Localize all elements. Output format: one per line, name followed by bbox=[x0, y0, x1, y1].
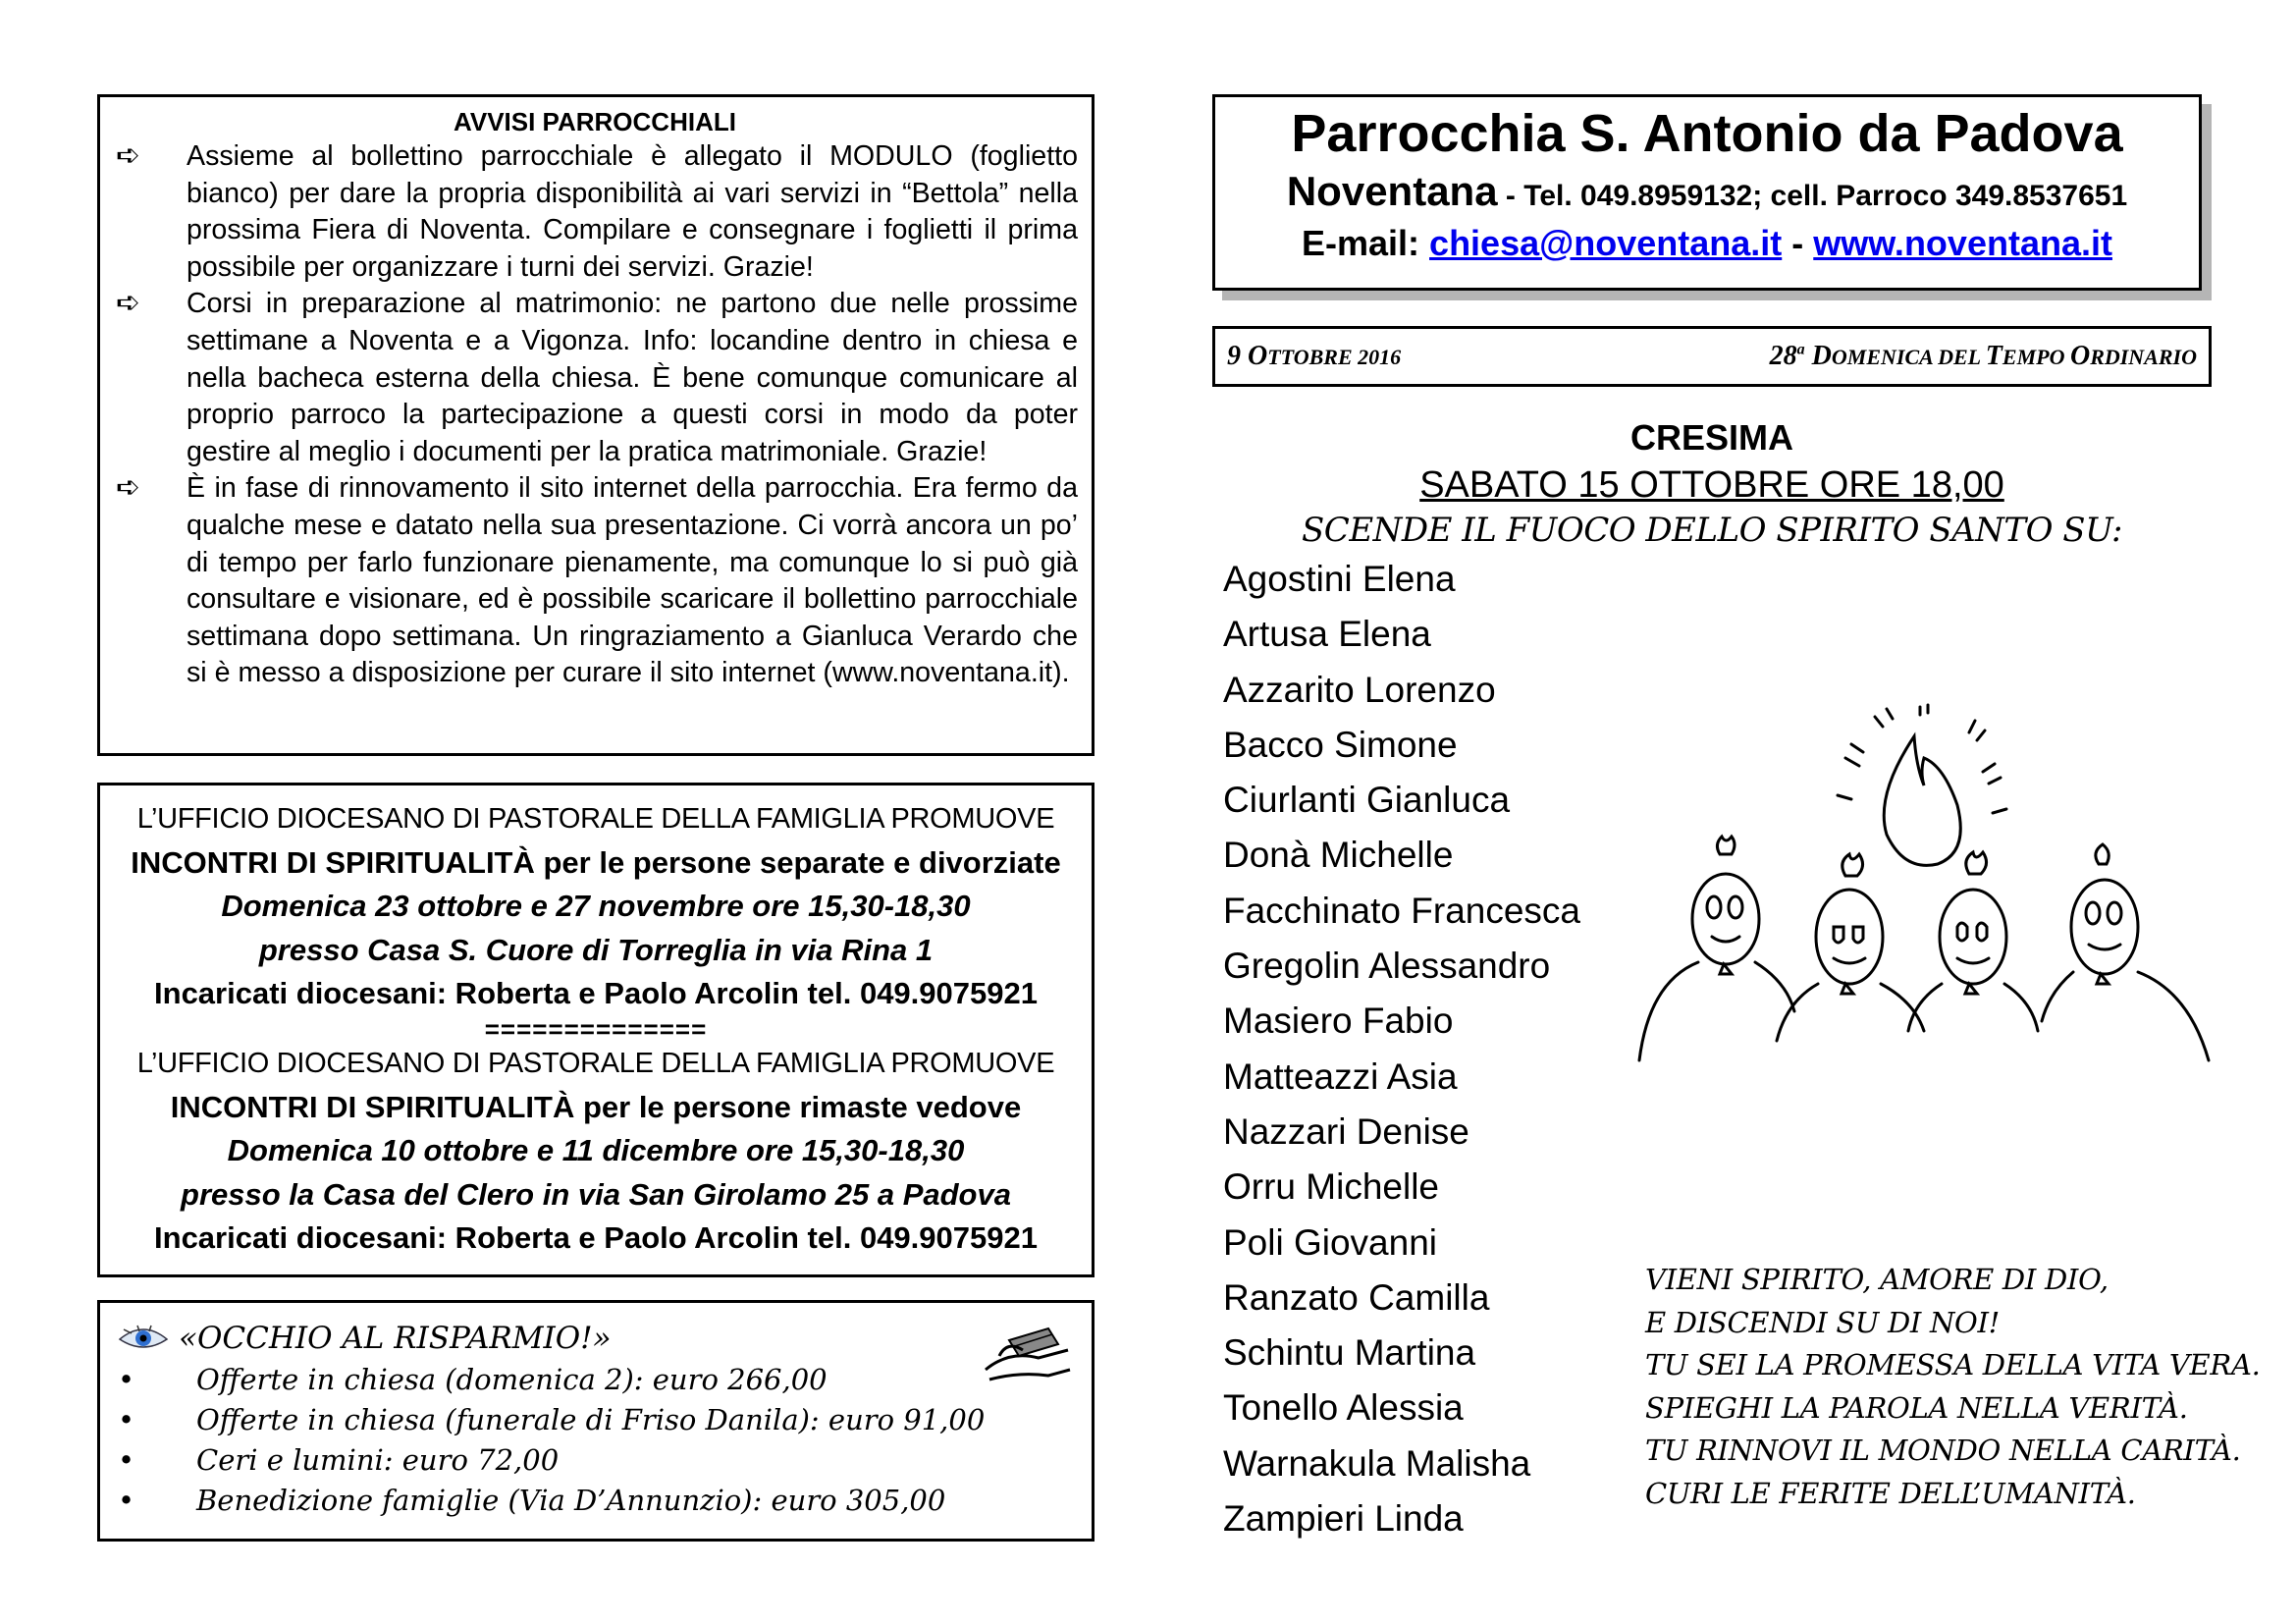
prayer-text bbox=[1645, 1259, 2261, 1516]
list-item: Zampieri Linda bbox=[1223, 1498, 1464, 1540]
list-item: Bacco Simone bbox=[1223, 724, 1458, 765]
event-place: presso Casa S. Cuore di Torreglia in via Rina 1 bbox=[258, 932, 934, 967]
list-item: Agostini Elena bbox=[1223, 559, 1456, 599]
bulletin-date: 9 OTTOBRE 2016 bbox=[1227, 341, 1402, 371]
offering-text: Ceri e lumini: euro 72,00 bbox=[196, 1443, 560, 1477]
list-item: Orru Michelle bbox=[1223, 1166, 1439, 1208]
event-contacts: Incaricati diocesani: Roberta e Paolo Arcolin tel. 049.9075921 bbox=[154, 976, 1038, 1011]
list-item: Masiero Fabio bbox=[1223, 1001, 1454, 1042]
list-item: Ranzato Camilla bbox=[1223, 1276, 1490, 1318]
event-dates: Domenica 23 ottobre e 27 novembre ore 15,30-18,30 bbox=[221, 889, 971, 924]
separator: ============== bbox=[484, 1013, 708, 1044]
risparmio-box bbox=[97, 1300, 1095, 1542]
offering-text: Benedizione famiglie (Via D’Annunzio): euro 305,00 bbox=[196, 1484, 946, 1517]
famiglia-box bbox=[97, 783, 1095, 1277]
event-contacts: Incaricati diocesani: Roberta e Paolo Arcolin tel. 049.9075921 bbox=[154, 1220, 1038, 1256]
cresima-subtitle: SCENDE IL FUOCO DELLO SPIRITO SANTO SU: bbox=[1302, 511, 2122, 550]
office-line: L’UFFICIO DIOCESANO DI PASTORALE DELLA FAMIGLIA PROMUOVE bbox=[136, 803, 1055, 835]
list-item: • Benedizione famiglie (Via D’Annunzio): euro 305,00 bbox=[110, 1481, 1080, 1521]
pentecost-flame-illustration bbox=[1629, 687, 2218, 1100]
list-item: Warnakula Malisha bbox=[1223, 1442, 1531, 1484]
list-item: Artusa Elena bbox=[1223, 614, 1431, 655]
risparmio-title: «OCCHIO AL RISPARMIO!» bbox=[179, 1321, 612, 1356]
list-item: Ciurlanti Gianluca bbox=[1223, 780, 1511, 821]
avvisi-box bbox=[97, 94, 1095, 756]
prayer-line: E DISCENDI SU DI NOI! bbox=[1645, 1305, 2001, 1339]
list-item: Azzarito Lorenzo bbox=[1223, 669, 1496, 710]
offering-list bbox=[110, 1360, 1080, 1521]
list-item: Donà Michelle bbox=[1223, 835, 1454, 876]
cresima-date: SABATO 15 OTTOBRE ORE 18,00 bbox=[1419, 464, 2004, 506]
contact-line: Noventana - Tel. 049.8959132; cell. Parroco 349.8537651 bbox=[1286, 168, 2128, 214]
event-dates: Domenica 10 ottobre e 11 dicembre ore 15,30-18,30 bbox=[227, 1133, 965, 1168]
notice-text: È in fase di rinnovamento il sito internet della parrocchia. Era fermo da qualche mese e datato nella sua presentazione. Ci vorrà ancora un po’ di tempo per farlo funzionare pienamente, ma comunque lo si può già consultare e visionare, ed è possibile scaricare il bollettino parrocchiale settimana dopo settimana. Un ringraziamento a Gianluca Verardo che si è messo a disposizione per curare il sito internet (www.noventana.it). bbox=[187, 472, 1078, 689]
offering-text: Offerte in chiesa (funerale di Friso Danila): euro 91,00 bbox=[196, 1403, 986, 1436]
liturgical-sunday: 28$^a$ DOMENICA DEL TEMPO ORDINARIO bbox=[1769, 341, 2197, 371]
list-item: Schintu Martina bbox=[1223, 1332, 1476, 1374]
prayer-line: TU RINNOVI IL MONDO NELLA CARITÀ. bbox=[1645, 1434, 2241, 1468]
prayer-line: CURI LE FERITE DELL’UMANITÀ. bbox=[1645, 1476, 2136, 1510]
notice-text: Corsi in preparazione al matrimonio: ne partono due nelle prossime settimane a Noventa e a Vigonza. Info: locandine dentro in chiesa e nella bacheca esterna della chiesa. È bene comunque comunicare al proprio parroco la partecipazione a questi corsi in modo da poter gestire al meglio i documenti per la pratica matrimoniale. Grazie! bbox=[187, 288, 1078, 467]
parish-name: Parrocchia S. Antonio da Padova bbox=[1291, 104, 2123, 163]
email-link[interactable]: chiesa@noventana.it bbox=[1429, 223, 1783, 263]
money-hands-icon bbox=[980, 1311, 1074, 1387]
list-item: Tonello Alessia bbox=[1223, 1387, 1464, 1429]
prayer-line: SPIEGHI LA PAROLA NELLA VERITÀ. bbox=[1645, 1390, 2188, 1425]
parish-header bbox=[1212, 94, 2202, 291]
prayer-line: VIENI SPIRITO, AMORE DI DIO, bbox=[1645, 1263, 2109, 1296]
list-item: Matteazzi Asia bbox=[1223, 1056, 1458, 1097]
confirmand-list bbox=[1223, 552, 1580, 1546]
website-link[interactable]: www.noventana.it bbox=[1813, 223, 2112, 263]
notice-item bbox=[112, 470, 1078, 692]
event-title: INCONTRI DI SPIRITUALITÀ per le persone separate e divorziate bbox=[131, 844, 1061, 880]
offering-text: Offerte in chiesa (domenica 2): euro 266,00 bbox=[196, 1363, 828, 1396]
arrow-right-icon: ➪ bbox=[116, 287, 141, 320]
list-item: Facchinato Francesca bbox=[1223, 890, 1581, 931]
event-title: INCONTRI DI SPIRITUALITÀ per le persone rimaste vedove bbox=[170, 1089, 1022, 1124]
list-item: Poli Giovanni bbox=[1223, 1221, 1438, 1263]
phone-numbers: Tel. 049.8959132; cell. Parroco 349.8537651 bbox=[1523, 180, 2128, 212]
town-name: Noventana bbox=[1286, 168, 1498, 214]
web-line: E-mail: chiesa@noventana.it - www.noventana.it bbox=[1302, 223, 2112, 263]
arrow-right-icon: ➪ bbox=[116, 471, 141, 505]
notice-item bbox=[112, 138, 1078, 286]
list-item: • Offerte in chiesa (funerale di Friso Danila): euro 91,00 bbox=[110, 1400, 1080, 1440]
list-item: Gregolin Alessandro bbox=[1223, 946, 1551, 987]
email-label: E-mail: bbox=[1302, 223, 1430, 263]
avvisi-heading: AVVISI PARROCCHIALI bbox=[454, 107, 736, 136]
office-line: L’UFFICIO DIOCESANO DI PASTORALE DELLA FAMIGLIA PROMUOVE bbox=[136, 1047, 1055, 1079]
eye-icon bbox=[118, 1324, 169, 1353]
cresima-title: CRESIMA bbox=[1629, 417, 1793, 458]
list-item: Nazzari Denise bbox=[1223, 1110, 1469, 1152]
notice-item bbox=[112, 286, 1078, 470]
list-item: • Offerte in chiesa (domenica 2): euro 266,00 bbox=[110, 1360, 1080, 1400]
list-item: • Ceri e lumini: euro 72,00 bbox=[110, 1440, 1080, 1481]
arrow-right-icon: ➪ bbox=[116, 139, 141, 172]
prayer-line: TU SEI LA PROMESSA DELLA VITA VERA. bbox=[1645, 1348, 2261, 1382]
event-place: presso la Casa del Clero in via San Girolamo 25 a Padova bbox=[181, 1176, 1011, 1212]
notice-text: Assieme al bollettino parrocchiale è allegato il MODULO (foglietto bianco) per dare la propria disponibilità ai vari servizi in “Bettola” nella prossima Fiera di Noventa. Compilare e consegnare i foglietti il prima possibile per organizzare i turni dei servizi. Grazie! bbox=[187, 140, 1078, 283]
risparmio-title-row bbox=[110, 1319, 1080, 1358]
date-bar bbox=[1212, 326, 2212, 387]
flame-icon bbox=[1884, 736, 1960, 865]
